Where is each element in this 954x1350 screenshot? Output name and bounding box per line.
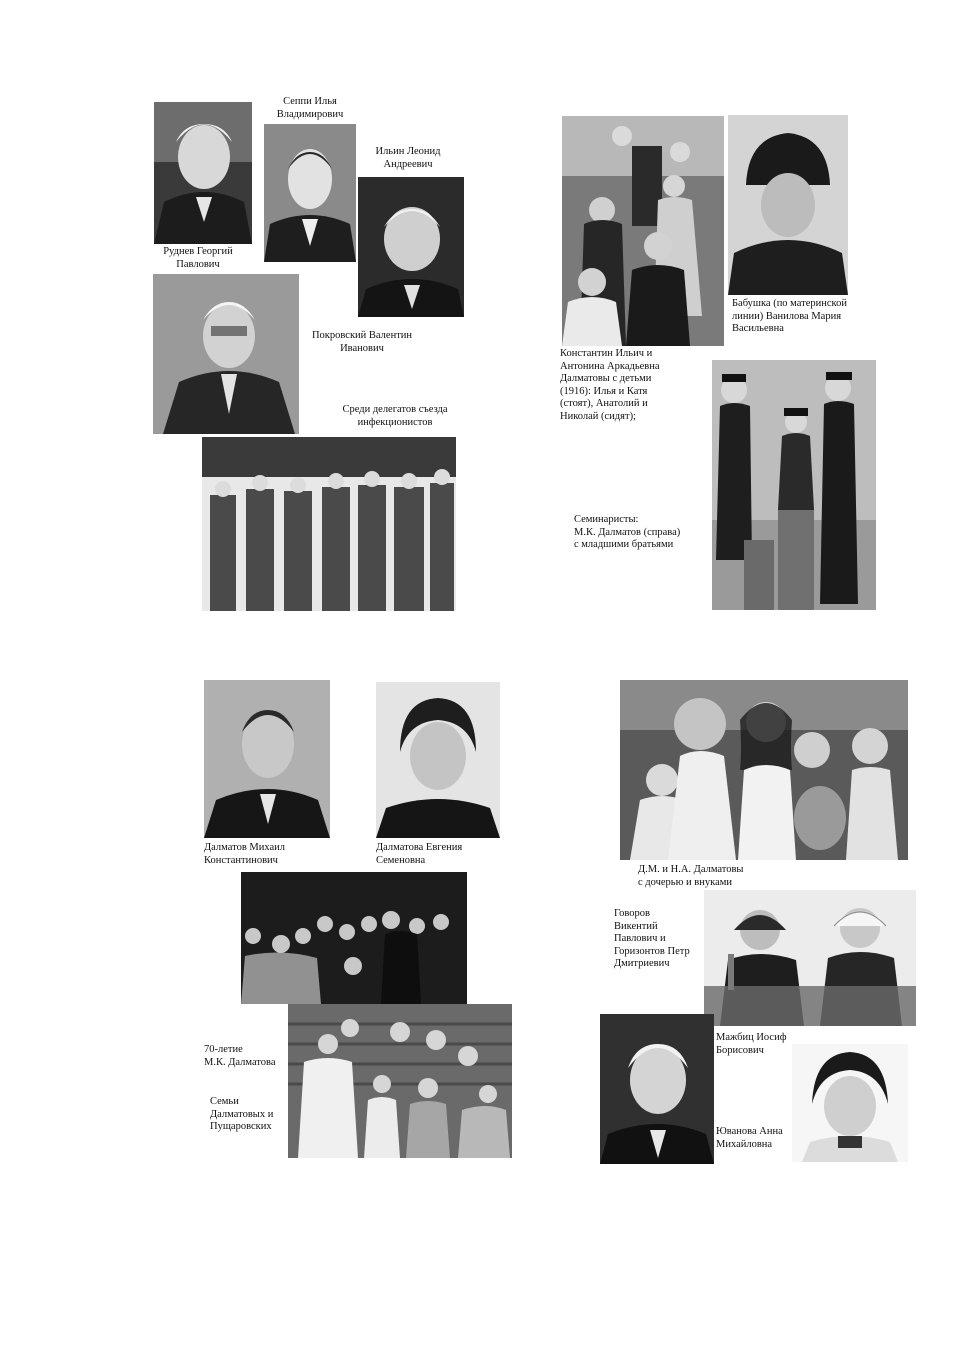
- caption-line: Далматовы с детьми: [560, 373, 652, 384]
- caption-line: Руднев Георгий: [163, 246, 233, 257]
- caption-mazhbits: [716, 1032, 787, 1057]
- photo-delegates: [202, 437, 456, 611]
- caption-line: Пущаровских: [210, 1121, 272, 1132]
- caption-delegates: [330, 404, 460, 429]
- caption-line: Борисович: [716, 1044, 764, 1056]
- caption-pokrovsky: [300, 330, 424, 355]
- caption-line: Бабушка (по материнской: [732, 298, 847, 309]
- photo-govorov-gorizontov: [704, 890, 916, 1026]
- photo-mazhbits: [600, 1014, 714, 1164]
- caption-dm-na: [638, 864, 744, 889]
- caption-sepp: [266, 96, 354, 121]
- caption-line: (1916): Илья и Катя: [560, 385, 648, 397]
- caption-line: Андреевич: [383, 158, 433, 170]
- photo-dalmatov-mikhail: [204, 680, 330, 838]
- caption-line: Далматовых и: [210, 1108, 274, 1120]
- photo-sepp: [264, 124, 356, 262]
- caption-babushka: [732, 298, 847, 336]
- photo-yuvanova: [792, 1044, 908, 1162]
- photo-families: [288, 1004, 512, 1158]
- photo-ilyin: [358, 177, 464, 317]
- caption-line: (стоят), Анатолий и: [560, 398, 648, 409]
- caption-yuvanova: [716, 1126, 783, 1151]
- caption-line: Далматов Михаил: [204, 842, 285, 853]
- caption-semyi: [210, 1096, 273, 1134]
- caption-line: 70-летие: [204, 1044, 243, 1055]
- caption-dalmatov-mikhail: [204, 842, 285, 867]
- caption-line: Константин Ильич и: [560, 348, 653, 359]
- caption-line: Васильевна: [732, 323, 784, 334]
- caption-seminarists: [574, 514, 680, 552]
- caption-jubilee: [204, 1044, 276, 1069]
- caption-line: с дочерью и внуками: [638, 876, 732, 888]
- caption-line: М.К. Далматова: [204, 1056, 276, 1068]
- caption-line: Константинович: [204, 854, 278, 866]
- caption-line: линии) Ванилова Мария: [732, 310, 842, 322]
- photo-pokrovsky: [153, 274, 299, 434]
- caption-line: Николай (сидят);: [560, 410, 636, 422]
- caption-rudnev: [156, 246, 240, 271]
- caption-line: Д.М. и Н.А. Далматовы: [638, 864, 744, 875]
- caption-line: Далматова Евгения: [376, 842, 463, 853]
- caption-line: с младшими братьями: [574, 539, 674, 550]
- caption-line: Горизонтов Петр: [614, 945, 690, 957]
- caption-line: Мажбиц Иосиф: [716, 1032, 787, 1043]
- caption-line: М.К. Далматов (справа): [574, 526, 681, 538]
- caption-line: инфекционистов: [357, 416, 433, 428]
- caption-line: Михайловна: [716, 1138, 773, 1150]
- photo-rudnev: [154, 102, 252, 244]
- caption-line: Дмитриевич: [614, 958, 670, 969]
- caption-line: Покровский Валентин: [311, 330, 413, 341]
- caption-line: Викентий: [614, 920, 658, 932]
- caption-line: Владимирович: [276, 108, 344, 120]
- caption-line: Иванович: [340, 342, 384, 354]
- photo-jubilee: [241, 872, 467, 1004]
- caption-line: Семеновна: [376, 854, 426, 866]
- caption-line: Антонина Аркадьевна: [560, 360, 660, 372]
- caption-line: Ильин Леонид: [375, 146, 441, 157]
- caption-line: Говоров: [614, 908, 650, 919]
- caption-line: Семьи: [210, 1096, 239, 1107]
- caption-line: Павлович и: [614, 933, 666, 944]
- caption-line: Семинаристы:: [574, 514, 639, 525]
- caption-line: Павлович: [176, 258, 220, 270]
- caption-ilyin: [362, 146, 454, 171]
- photo-seminarists: [712, 360, 876, 610]
- photo-babushka: [728, 115, 848, 295]
- caption-govorov: [614, 908, 690, 971]
- caption-dalmatova-evgenia: [376, 842, 462, 867]
- caption-dalmatovy-family: [560, 348, 660, 423]
- caption-line: Среди делегатов съезда: [342, 404, 448, 415]
- caption-line: Юванова Анна: [716, 1126, 783, 1137]
- photo-dalmatova-evgenia: [376, 682, 500, 838]
- photo-dalmatovy-family: [562, 116, 724, 346]
- photo-dm-na-family: [620, 680, 908, 860]
- caption-line: Сеппи Илья: [283, 96, 337, 107]
